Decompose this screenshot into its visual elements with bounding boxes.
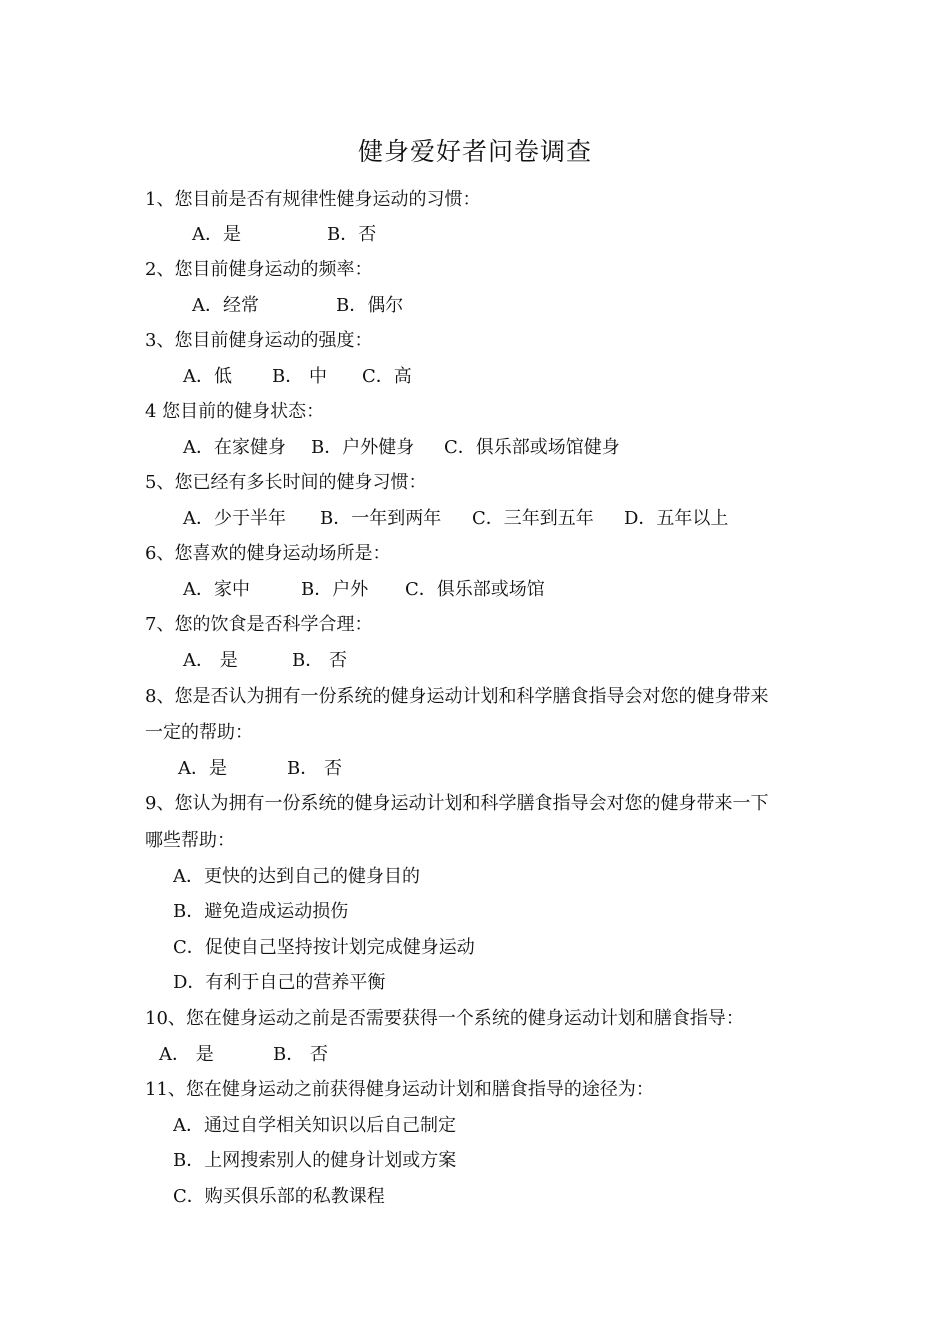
q4-option-a: A．在家健身 — [183, 437, 286, 458]
q3-option-a: A．低 — [183, 366, 232, 387]
q11-option-b: B．上网搜索别人的健身计划或方案 — [173, 1150, 457, 1171]
q4-option-b: B．户外健身 — [311, 437, 415, 458]
question-2: 2、您目前健身运动的频率： — [145, 259, 373, 280]
q11-option-c: C．购买俱乐部的私教课程 — [173, 1186, 385, 1207]
q7-option-b: B． 否 — [292, 650, 347, 671]
question-4: 4 您目前的健身状态： — [145, 401, 325, 422]
q6-option-a: A．家中 — [183, 579, 250, 600]
q9-option-b: B．避免造成运动损伤 — [173, 901, 349, 922]
q8-option-a: A．是 — [178, 758, 227, 779]
q9-option-a: A．更快的达到自己的健身目的 — [173, 866, 420, 887]
q2-option-a: A．经常 — [192, 295, 259, 316]
question-8-line-1: 8、您是否认为拥有一份系统的健身运动计划和科学膳食指导会对您的健身带来 — [145, 686, 769, 707]
question-5: 5、您已经有多长时间的健身习惯： — [145, 472, 427, 493]
question-6: 6、您喜欢的健身运动场所是： — [145, 543, 391, 564]
question-1: 1、您目前是否有规律性健身运动的习惯： — [145, 189, 481, 210]
q3-option-c: C．高 — [362, 366, 412, 387]
question-8-line-2: 一定的帮助： — [145, 722, 253, 743]
q10-option-a: A． 是 — [159, 1044, 214, 1065]
q11-option-a: A．通过自学相关知识以后自己制定 — [173, 1115, 456, 1136]
question-10: 10、您在健身运动之前是否需要获得一个系统的健身运动计划和膳食指导： — [145, 1008, 744, 1029]
question-3: 3、您目前健身运动的强度： — [145, 330, 373, 351]
q9-option-c: C．促使自己坚持按计划完成健身运动 — [173, 937, 475, 958]
q7-option-a: A． 是 — [183, 650, 238, 671]
question-9-line-1: 9、您认为拥有一份系统的健身运动计划和科学膳食指导会对您的健身带来一下 — [145, 793, 769, 814]
q6-option-b: B．户外 — [301, 579, 369, 600]
q4-option-c: C．俱乐部或场馆健身 — [444, 437, 620, 458]
q10-option-b: B． 否 — [273, 1044, 328, 1065]
q2-option-b: B．偶尔 — [336, 295, 404, 316]
q1-option-a: A．是 — [192, 224, 241, 245]
q5-option-c: C．三年到五年 — [472, 508, 594, 529]
q5-option-b: B．一年到两年 — [320, 508, 442, 529]
q8-option-b: B． 否 — [287, 758, 342, 779]
question-9-line-2: 哪些帮助： — [145, 830, 235, 851]
question-7: 7、您的饮食是否科学合理： — [145, 614, 373, 635]
page-title: 健身爱好者问卷调查 — [357, 137, 592, 166]
q5-option-d: D．五年以上 — [624, 508, 729, 529]
question-11: 11、您在健身运动之前获得健身运动计划和膳食指导的途径为： — [145, 1079, 654, 1100]
q5-option-a: A．少于半年 — [183, 508, 286, 529]
q6-option-c: C．俱乐部或场馆 — [405, 579, 545, 600]
q9-option-d: D．有利于自己的营养平衡 — [173, 972, 386, 993]
q1-option-b: B．否 — [327, 224, 377, 245]
q3-option-b: B． 中 — [272, 366, 327, 387]
